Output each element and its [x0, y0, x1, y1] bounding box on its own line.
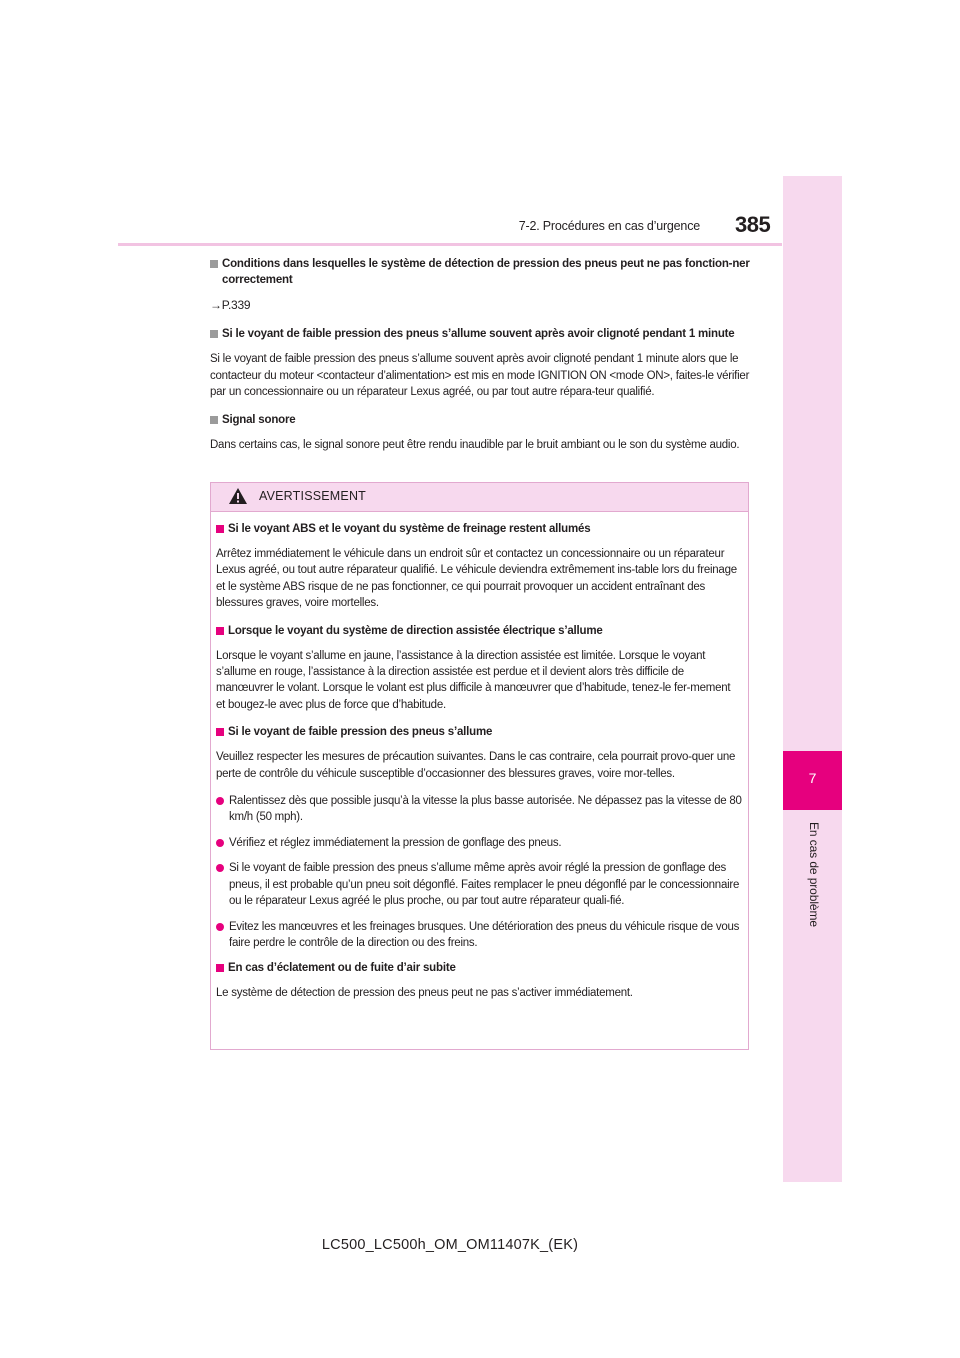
warning-title: AVERTISSEMENT — [259, 489, 367, 503]
warning-header — [211, 483, 748, 512]
page-reference-text: →P.339 — [210, 298, 251, 312]
warning-heading-abs — [216, 521, 742, 537]
chapter-side-tab — [783, 176, 842, 1182]
warning-heading-power-steering — [216, 623, 742, 639]
warning-paragraph-blowout: Le système de détection de pression des pneus peut ne pas s’activer immédiatement. — [216, 987, 633, 1000]
heading-text: Conditions dans lesquelles le système de détection de pression des pneus peut ne pas fonction-ner correctement — [222, 258, 750, 286]
square-bullet-icon — [216, 964, 224, 972]
list-item-text: Si le voyant de faible pression des pneus s’allume même après avoir réglé la pression de gonflage des pneus, il est probable qu’un pneu soit dégonflé. Faites remplacer le pneu dégonflé par le concessionnaire ou le réparateur Lexus agréé le plus proche, ou par tout autre réparateur quali-fié. — [229, 862, 740, 908]
heading-text: Si le voyant ABS et le voyant du système de freinage restent allumés — [228, 523, 591, 535]
list-item — [216, 793, 742, 826]
list-item-text: Evitez les manœuvres et les freinages brusques. Une détérioration des pneus du véhicule risque de vous faire perdre le contrôle de la direction ou des freins. — [229, 920, 740, 949]
warning-heading-low-pressure — [216, 724, 742, 740]
paragraph-blinking-light: Si le voyant de faible pression des pneus s’allume souvent après avoir clignoté pendant 1 minute alors que le contacteur du moteur <contacteur d’alimentation> est mis en mode IGNITION ON <mode ON>, faites-le vérifier par un concessionnaire ou un réparateur Lexus agréé, ou par tout autre répara-teur qualifié. — [210, 353, 750, 399]
heading-text: Signal sonore — [222, 413, 296, 426]
list-item-text: Vérifiez et réglez immédiatement la pression de gonflage des pneus. — [229, 836, 562, 849]
list-item — [216, 919, 742, 952]
page-reference-link[interactable] — [210, 297, 755, 313]
warning-body — [211, 512, 748, 1002]
section-heading-signal-sonore — [210, 412, 755, 428]
square-bullet-icon — [210, 260, 218, 268]
square-bullet-icon — [216, 627, 224, 635]
square-bullet-icon — [210, 416, 218, 424]
list-item — [216, 860, 742, 909]
round-bullet-icon — [216, 864, 224, 872]
section-title: 7-2. Procédures en cas d’urgence — [518, 219, 700, 233]
warning-paragraph-low-pressure: Veuillez respecter les mesures de précaution suivantes. Dans le cas contraire, cela pourrait provo-quer une perte de contrôle du véhicule susceptible d’occasionner des blessures graves, voire mor-telles. — [216, 751, 736, 780]
heading-text: Si le voyant de faible pression des pneus s’allume — [228, 726, 493, 739]
chapter-number: 7 — [808, 770, 817, 786]
warning-paragraph-power-steering: Lorsque le voyant s’allume en jaune, l’assistance à la direction assistée est limitée. Lorsque le voyant s’allume en rouge, l’assistance à la direction assistée est perdue et il devient alors très difficile de manœuvrer le volant. Lorsque le volant est plus difficile à manœuvrer que d’habitude, tenez-le fer-mement et bougez-le avec plus de force que d’habitude. — [216, 649, 731, 711]
square-bullet-icon — [210, 330, 218, 338]
heading-text: En cas d’éclatement ou de fuite d’air subite — [228, 962, 456, 975]
warning-triangle-icon — [228, 487, 248, 505]
list-item-text: Ralentissez dès que possible jusqu’à la vitesse la plus basse autorisée. Ne dépassez pas la vitesse de 80 km/h (50 mph). — [229, 795, 742, 824]
document-code-footer — [0, 1237, 960, 1253]
page-number: 385 — [735, 212, 771, 237]
round-bullet-icon — [216, 797, 224, 805]
round-bullet-icon — [216, 839, 224, 847]
paragraph-signal-sonore: Dans certains cas, le signal sonore peut être rendu inaudible par le bruit ambiant ou le son du système audio. — [210, 438, 740, 451]
chapter-label: En cas de problème — [807, 822, 821, 927]
section-heading-blinking-light — [210, 326, 755, 342]
main-content — [210, 256, 755, 464]
chapter-number-box — [783, 751, 842, 810]
section-heading-detection-conditions — [210, 256, 755, 288]
heading-text: Lorsque le voyant du système de direction assistée électrique s’allume — [228, 624, 603, 637]
round-bullet-icon — [216, 923, 224, 931]
warning-heading-blowout — [216, 960, 742, 976]
square-bullet-icon — [216, 728, 224, 736]
square-bullet-icon — [216, 525, 224, 533]
list-item — [216, 835, 742, 851]
header-rule — [118, 243, 782, 246]
warning-paragraph-abs: Arrêtez immédiatement le véhicule dans un endroit sûr et contactez un concessionnaire ou un réparateur Lexus agréé, ou tout autre réparateur qualifié. Le véhicule deviendra extrêmement ins-table lors du freinage et le système ABS risque de ne pas fonctionner, ce qui pourrait provoquer un accident entraînant des blessures graves, voire mortelles. — [216, 548, 737, 610]
warning-box — [210, 482, 749, 1050]
document-code: LC500_LC500h_OM_OM11407K_(EK) — [321, 1237, 579, 1253]
heading-text: Si le voyant de faible pression des pneus s’allume souvent après avoir clignoté pendant 1 minute — [222, 328, 735, 341]
